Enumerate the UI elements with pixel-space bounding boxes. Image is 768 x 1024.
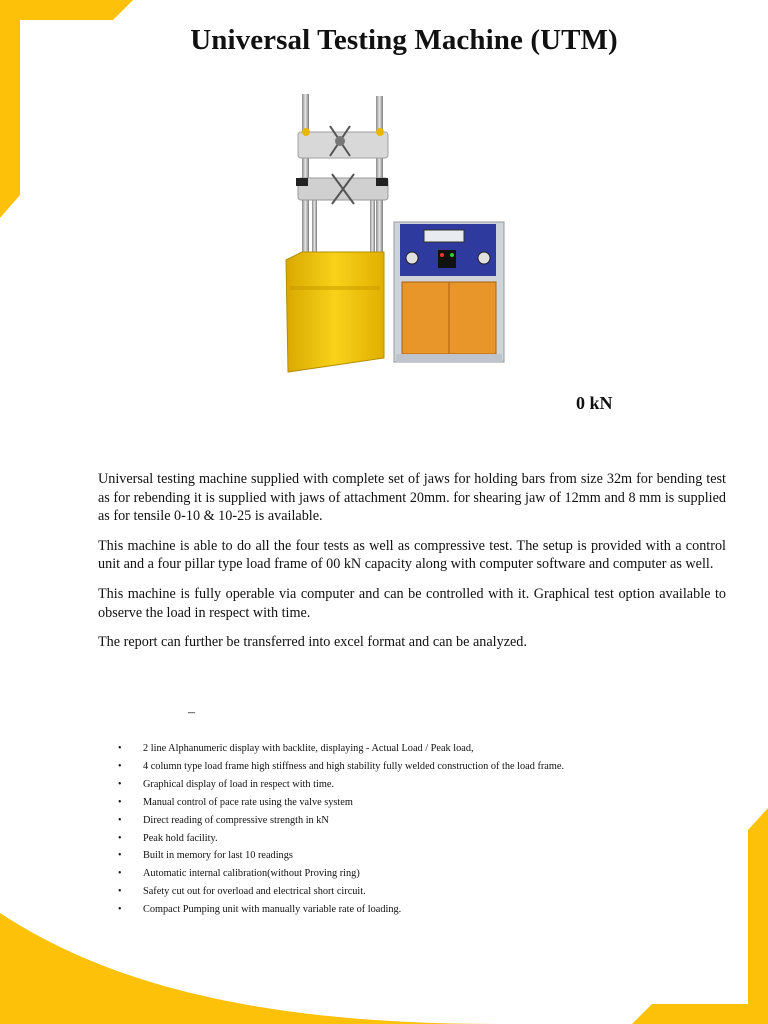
list-item [118,847,564,865]
feature-list [118,740,564,919]
list-item [118,776,564,794]
bullet-icon: • [118,850,122,862]
list-item [118,758,564,776]
bullet-icon: • [118,886,122,898]
bullet-icon: • [118,868,122,880]
list-item [118,830,564,848]
paragraph: Universal testing machine supplied with complete set of jaws for holding bars from size 32m for bending test as for rebending it is supplied with jaws of attachment 20mm. for shearing jaw of 12mm and 8 mm is supplied as for tensile 0-10 & 10-25 is available. [98,471,726,525]
list-item [118,883,564,901]
list-item [118,865,564,883]
bullet-icon: • [118,796,122,808]
bullet-icon: • [118,832,122,844]
list-item [118,794,564,812]
list-item [118,740,564,758]
list-item [118,812,564,830]
feature-text: 2 line Alphanumeric display with backlite, displaying - Actual Load / Peak load, [143,743,474,754]
feature-text: Manual control of pace rate using the valve system [143,796,353,808]
utm-machine-photo [272,88,520,384]
feature-text: 4 column type load frame high stiffness and high stability fully welded construction of the load frame. [143,760,565,772]
description-text [98,470,726,663]
right-bottom-frame [632,808,768,1024]
load-frame-base [286,252,384,372]
feature-text: Compact Pumping unit with manually variable rate of loading. [143,904,402,916]
feature-text: Direct reading of compressive strength in kN [143,814,329,826]
feature-text: Automatic internal calibration(without Proving ring) [143,868,360,880]
bullet-icon: • [118,814,122,826]
paragraph: The report can further be transferred into excel format and can be analyzed. [98,634,527,651]
separator-dash: – [188,705,195,720]
paragraph: This machine is able to do all the four tests as well as compressive test. The setup is provided with a control unit and a four pillar type load frame of 00 kN capacity along with computer software and computer as well. [98,537,726,573]
bullet-icon: • [118,904,122,916]
feature-text: Graphical display of load in respect with time. [143,778,335,790]
page-title: Universal Testing Machine (UTM) [190,24,618,56]
bullet-icon: • [118,760,122,772]
paragraph: This machine is fully operable via computer and can be controlled with it. Graphical test option available to observe the load in respect with time. [98,585,726,621]
bullet-icon: • [118,743,122,754]
feature-text: Safety cut out for overload and electrical short circuit. [143,886,366,898]
list-item [118,901,564,919]
bullet-icon: • [118,778,122,790]
bottom-wave [0,913,500,1024]
capacity-label: 0 kN [576,393,613,413]
feature-text: Peak hold facility. [143,832,218,844]
feature-text: Built in memory for last 10 readings [143,850,293,862]
